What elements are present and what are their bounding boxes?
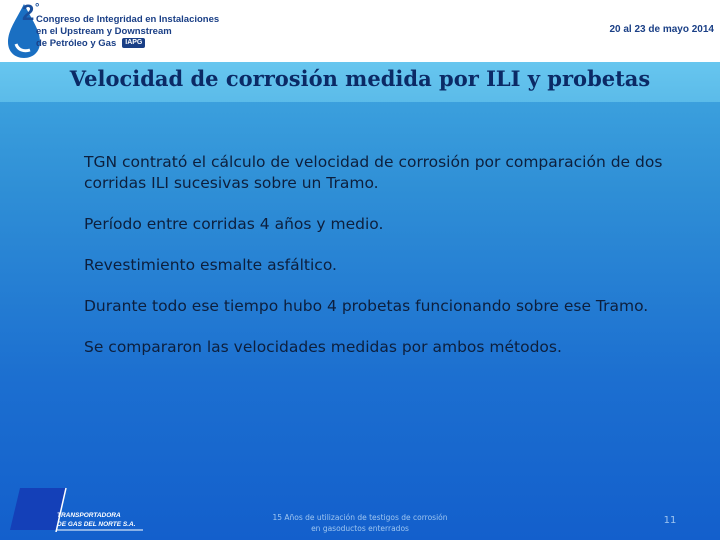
- bullet-item: Período entre corridas 4 años y medio.: [84, 215, 384, 233]
- footer-caption-line: en gasoductos enterrados: [311, 524, 409, 533]
- company-name-line: DE GAS DEL NORTE S.A.: [57, 521, 136, 528]
- bullet-item: TGN contrató el cálculo de velocidad de corrosión por comparación de dos corridas ILI sucesivas sobre un Tramo.: [84, 153, 663, 192]
- conference-header: [0, 0, 720, 62]
- company-name: [57, 511, 136, 529]
- conference-title-line: Congreso de Integridad en Instalaciones: [36, 14, 220, 25]
- iapg-badge: IAPG: [122, 38, 145, 48]
- slide-title: Velocidad de corrosión medida por ILI y probetas: [69, 66, 651, 91]
- edition-degree-sign: °: [35, 2, 40, 14]
- bullet-item: Se compararon las velocidades medidas por ambos métodos.: [84, 338, 562, 356]
- footer-caption-line: 15 Años de utilización de testigos de corrosión: [272, 513, 448, 522]
- company-name-line: TRANSPORTADORA: [57, 512, 121, 519]
- bullet-list: [84, 152, 684, 378]
- conference-dates: 20 al 23 de mayo 2014: [609, 24, 714, 35]
- bullet-item: Revestimiento esmalte asfáltico.: [84, 256, 337, 274]
- conference-title: [36, 14, 219, 50]
- conference-title-line: en el Upstream y Downstream: [36, 26, 172, 37]
- edition-number: 2: [22, 0, 35, 25]
- page-number: 11: [663, 515, 677, 526]
- bullet-item: Durante todo ese tiempo hubo 4 probetas funcionando sobre ese Tramo.: [84, 297, 649, 315]
- footer-caption: [240, 512, 480, 534]
- conference-title-line: de Petróleo y Gas: [36, 38, 117, 49]
